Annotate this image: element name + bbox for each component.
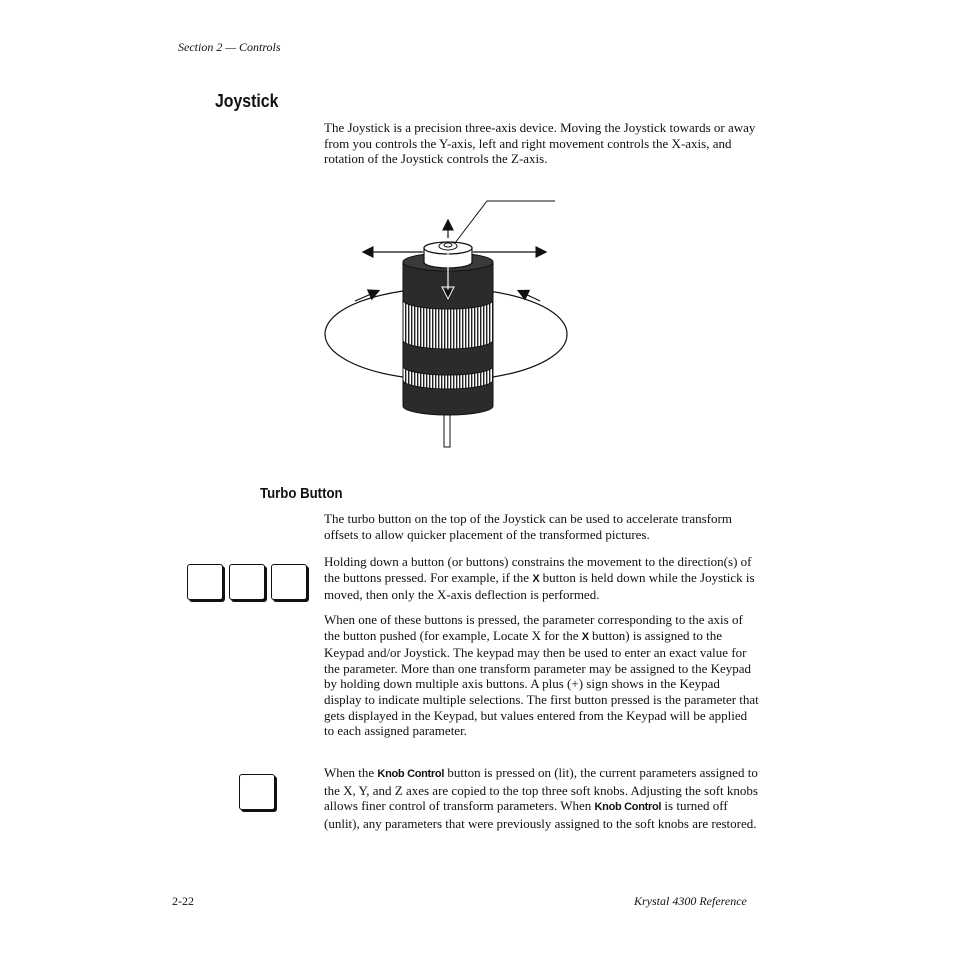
turbo-paragraph: The turbo button on the top of the Joystick can be used to accelerate transform offsets to allow quicker placement of the transformed pictures. bbox=[324, 511, 732, 542]
x-button-name: X bbox=[581, 630, 589, 643]
section-heading: Joystick bbox=[215, 91, 279, 111]
x-button-name: X bbox=[532, 572, 540, 585]
joystick-illustration bbox=[300, 188, 590, 450]
text-run: button is held down while the Joystick is moved, then only the X-axis deflection is performed. bbox=[324, 569, 755, 603]
page-number: 2-22 bbox=[172, 894, 194, 908]
text-run: button is pressed on (lit), the current parameters assigned to the X, Y, and Z axes are copied to the top three soft knobs. Adjusting the soft knobs allows finer control of transform parameters. When bbox=[324, 765, 758, 814]
axis-button-icon bbox=[229, 564, 265, 600]
subsection-heading: Turbo Button bbox=[260, 485, 343, 502]
text-run: When one of these buttons is pressed, the parameter corresponding to the axis of the button pushed (for example, Locate X for the bbox=[324, 612, 743, 643]
text-run: button) is assigned to the Keypad and/or Joystick. The keypad may then be used to enter an exact value for the parameter. More than one transform parameter may be assigned to the Keypad by holding down multiple axis buttons. A plus (+) sign shows in the Keypad display to indicate multiple selections. The first button pressed is the parameter that gets displayed in the Keypad, but values entered from the Keypad will be applied to each assigned parameter. bbox=[324, 627, 759, 739]
axis-button-icon bbox=[271, 564, 307, 600]
text-run: is turned off (unlit), any parameters that were previously assigned to the soft knobs are restored. bbox=[324, 798, 757, 831]
axis-button-icon bbox=[187, 564, 223, 600]
knob-control-paragraph bbox=[324, 765, 760, 831]
assign-paragraph bbox=[324, 612, 760, 739]
running-head: Section 2 — Controls bbox=[178, 40, 281, 54]
knob-control-button-icon bbox=[239, 774, 275, 810]
knob-control-button-name: Knob Control bbox=[377, 768, 445, 780]
text-run: When the bbox=[324, 765, 378, 780]
axis-constraint-paragraph bbox=[324, 554, 760, 603]
knob-control-button-name: Knob Control bbox=[594, 801, 662, 814]
text-run: Holding down a button (or buttons) constrains the movement to the direction(s) of the buttons pressed. For example, if the bbox=[324, 554, 752, 585]
intro-paragraph: The Joystick is a precision three-axis device. Moving the Joystick towards or away from you controls the Y-axis, left and right movement controls the X-axis, and rotation of the Joystick controls the Z-axis. bbox=[324, 120, 756, 167]
book-title: Krystal 4300 Reference bbox=[634, 894, 747, 908]
